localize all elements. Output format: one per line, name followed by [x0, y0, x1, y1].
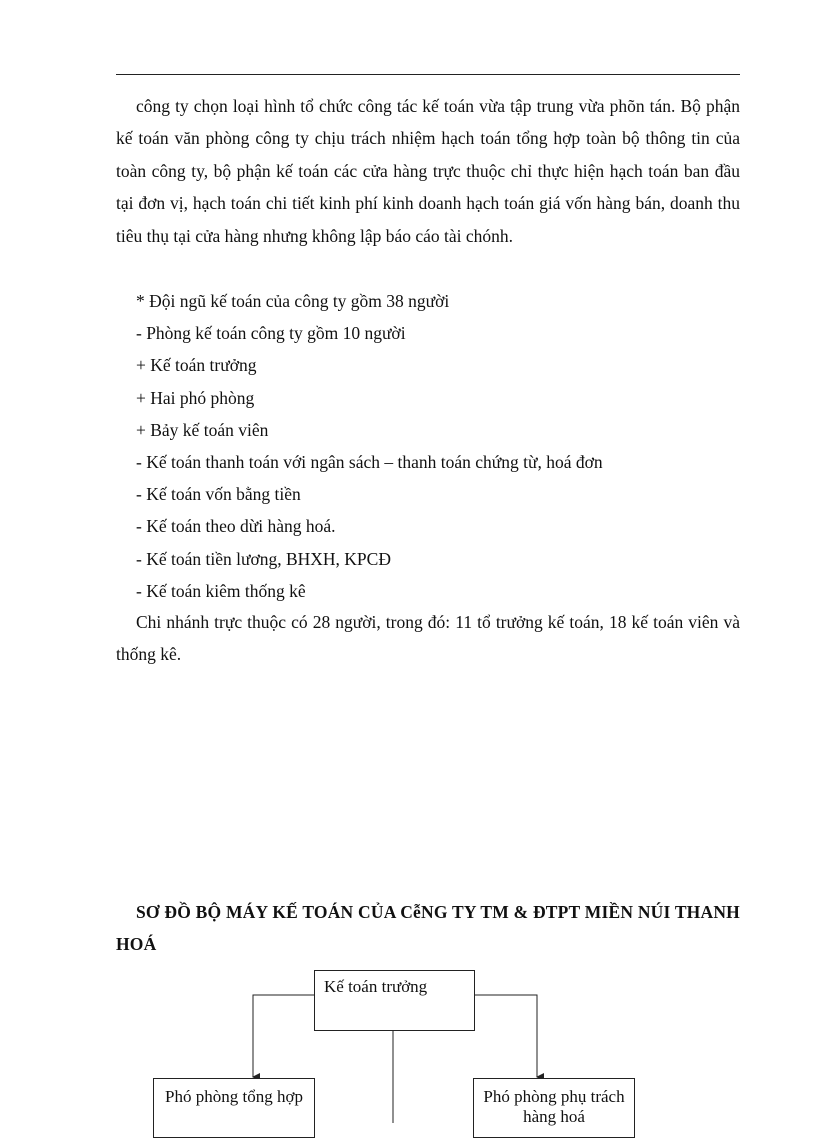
- connector-left: [253, 995, 314, 1077]
- list-item: + Kế toán trưởng: [136, 355, 257, 376]
- paragraph-accounting-organization: công ty chọn loại hình tổ chức công tác kế toán vừa tập trung vừa phõn tán. Bộ phận kế toán văn phòng công ty chịu trách nhiệm hạch toán tổng hợp toàn bộ thông tin của toàn công ty, bộ phận kế toán các cửa hàng trực thuộc chỉ thực hiện hạch toán ban đầu tại đơn vị, hạch toán chi tiết kinh phí kinh doanh hạch toán giá vốn hàng bán, doanh thu tiêu thụ tại cửa hàng nhưng không lập báo cáo tài chónh.: [116, 96, 740, 246]
- list-item: * Đội ngũ kế toán của công ty gồm 38 người: [136, 291, 450, 311]
- chief-accountant-box: Kế toán trưởng: [314, 970, 475, 1031]
- diagram-title: SƠ ĐỒ BỘ MÁY KẾ TOÁN CỦA CễNG TY TM & ĐTPT MIỀN NÚI THANH HOÁ: [116, 902, 740, 954]
- list-item: - Kế toán vốn bằng tiền: [136, 484, 301, 505]
- list-item: + Hai phó phòng: [136, 387, 255, 408]
- list-item: - Kế toán kiêm thống kê: [136, 580, 306, 601]
- list-item: - Kế toán theo dừi hàng hoá.: [136, 516, 336, 537]
- deputy-goods-box: Phó phòng phụ trách hàng hoá: [473, 1078, 635, 1138]
- connector-right: [475, 995, 537, 1077]
- list-item: - Kế toán thanh toán với ngân sách – thanh toán chứng từ, hoá đơn: [136, 452, 603, 473]
- list-item: - Kế toán tiền lương, BHXH, KPCĐ: [136, 548, 391, 569]
- list-item: - Phòng kế toán công ty gồm 10 người: [136, 323, 406, 344]
- list-item: + Bảy kế toán viên: [136, 419, 269, 440]
- paragraph-branch-staff: Chi nhánh trực thuộc có 28 người, trong đó: 11 tổ trưởng kế toán, 18 kế toán viên và thống kê.: [116, 612, 740, 665]
- deputy-general-box: Phó phòng tổng hợp: [153, 1078, 315, 1138]
